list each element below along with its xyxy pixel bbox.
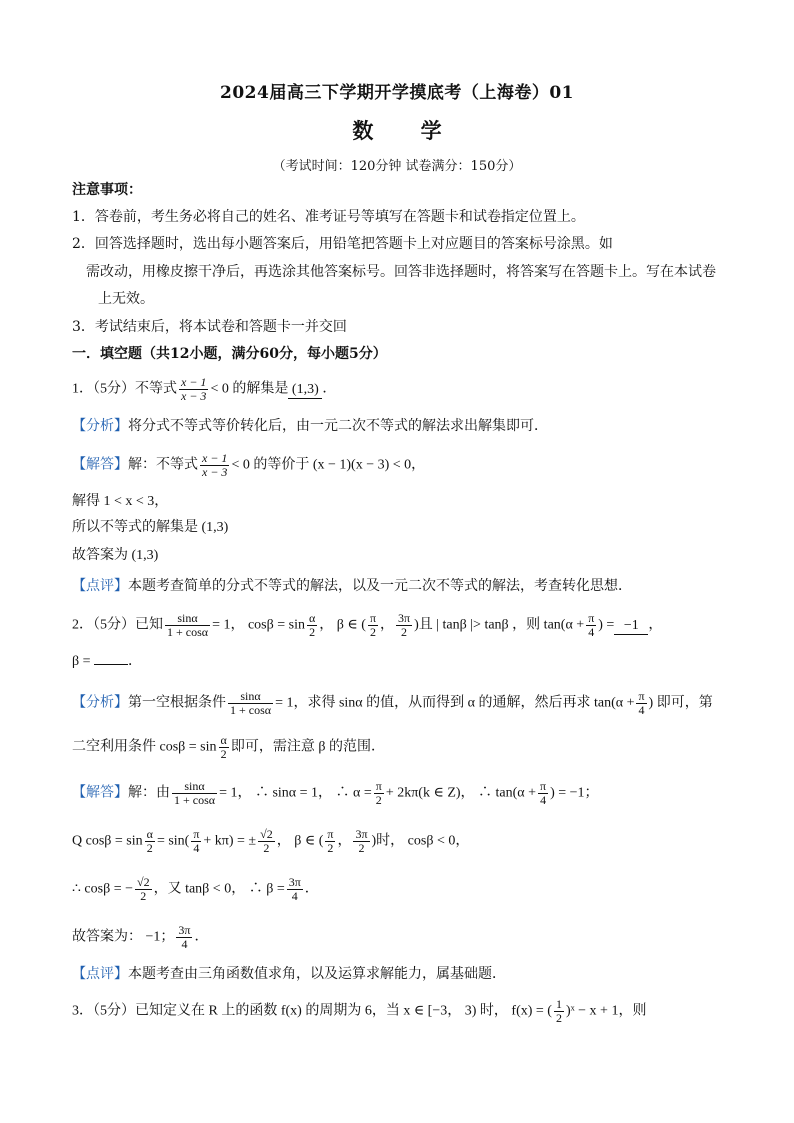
page-title: 2024届高三下学期开学摸底考（上海卷）01 (220, 83, 574, 103)
comment-tag: 【点评】 (72, 578, 128, 594)
notice-item-2: 2．回答选择题时，选出每小题答案后，用铅笔把答题卡上对应题目的答案标号涂黑。如 (72, 236, 613, 252)
q2-comment: 【点评】本题考查由三角函数值求角，以及运算求解能力，属基础题． (72, 966, 506, 982)
q2-solution-2: Q cosβ = sin $\frac{\alpha}{2}$ = sin( $\frac{\pi}{4}$ + kπ) = ± $\frac{√2}{2}$ ， β ∈ ( $\frac{\pi}{2}$ ， $\frac{3\pi}{2}$ )时， cosβ < 0， (72, 827, 470, 855)
q1-mid: < 0 的解集是 (210, 381, 289, 397)
subject-title: 数 学 (352, 118, 442, 143)
q2-analysis: 【分析】第一空根据条件 $\frac{\sin\alpha}{1 + \cos\alpha}$ = 1，求得 sinα 的值，从而得到 α 的通解，然后再求 tan(α + $\frac{\pi}{4}$ ) 即可，第 (72, 689, 713, 717)
q3-stem: 3．（5分）已知定义在 R 上的函数 f(x) 的周期为 6，当 x ∈ [−3， 3) 时， f(x) = ( $\frac{1}{2}$ )ˣ − x + 1，则 (72, 997, 647, 1025)
q1-comment: 【点评】本题考查简单的分式不等式的解法，以及一元二次不等式的解法，考查转化思想． (72, 578, 632, 594)
q2-answer-blank-1: −1 (614, 618, 648, 635)
exam-info: （考试时间：120分钟 试卷满分：150分） (272, 159, 522, 174)
solution-tag: 【解答】 (72, 457, 128, 473)
analysis-tag: 【分析】 (72, 418, 128, 434)
q1-analysis: 【分析】将分式不等式等价转化后，由一元二次不等式的解法求出解集即可． (72, 418, 548, 434)
q1-stem: 1．（5分）不等式 $\frac{x - 1}{x - 3}$ < 0 的解集是 (1,3) ． (72, 375, 337, 403)
notice-item-2-end: 上无效。 (98, 291, 154, 307)
q2-answer: 故答案为： −1； $\frac{3\pi}{4}$ ． (72, 923, 209, 951)
q1-solution: 【解答】解：不等式 $\frac{x - 1}{x - 3}$ < 0 的等价于 (x − 1)(x − 3) < 0， (72, 451, 426, 479)
q1-answer-blank: (1,3) (288, 382, 322, 399)
q2-beta-line: β = ． (72, 654, 143, 669)
section-heading: 一．填空题（共12小题，满分60分，每小题5分） (72, 346, 387, 362)
q1-prefix: 1．（5分）不等式 (72, 381, 177, 397)
q1-step-2: 所以不等式的解集是 (1,3) (72, 520, 229, 535)
q2-analysis-2: 二空利用条件 cosβ = sin $\frac{\alpha}{2}$ 即可，需注意 β 的范围． (72, 733, 385, 761)
q1-step-1: 解得 1 < x < 3， (72, 494, 169, 509)
q2-solution-3: ∴ cosβ = − $\frac{√2}{2}$ ，又 tanβ < 0， ∴ β = $\frac{3\pi}{4}$ ． (72, 875, 319, 903)
q1-fraction: $\frac{x - 1}{x - 3}$ (181, 375, 207, 403)
notice-item-1: 1．答卷前，考生务必将自己的姓名、准考证号等填写在答题卡和试卷指定位置上。 (72, 209, 585, 225)
notice-heading: 注意事项： (72, 182, 142, 198)
q2-stem: 2．（5分）已知 $\frac{\sin\alpha}{1 + \cos\alpha}$ = 1， cosβ = sin $\frac{\alpha}{2}$ ， β ∈ ( $\frac{\pi}{2}$ ， $\frac{3\pi}{2}$ )且 | tanβ |> tanβ ，则 tan(α + $\frac{\pi}{4}$ ) = −1 ， (72, 611, 663, 639)
q2-answer-blank-2 (94, 664, 128, 665)
q1-step-3: 故答案为 (1,3) (72, 548, 159, 563)
q2-solution-1: 【解答】解：由 $\frac{\sin\alpha}{1 + \cos\alpha}$ = 1， ∴ sinα = 1， ∴ α = $\frac{\pi}{2}$ + 2kπ(k ∈ Z)， ∴ tan(α + $\frac{\pi}{4}$ ) = −1； (72, 779, 599, 807)
notice-item-2-cont: 需改动，用橡皮擦干净后，再选涂其他答案标号。回答非选择题时，将答案写在答题卡上。写在本试卷 (86, 264, 716, 280)
notice-item-3: 3．考试结束后，将本试卷和答题卡一并交回 (72, 319, 347, 335)
